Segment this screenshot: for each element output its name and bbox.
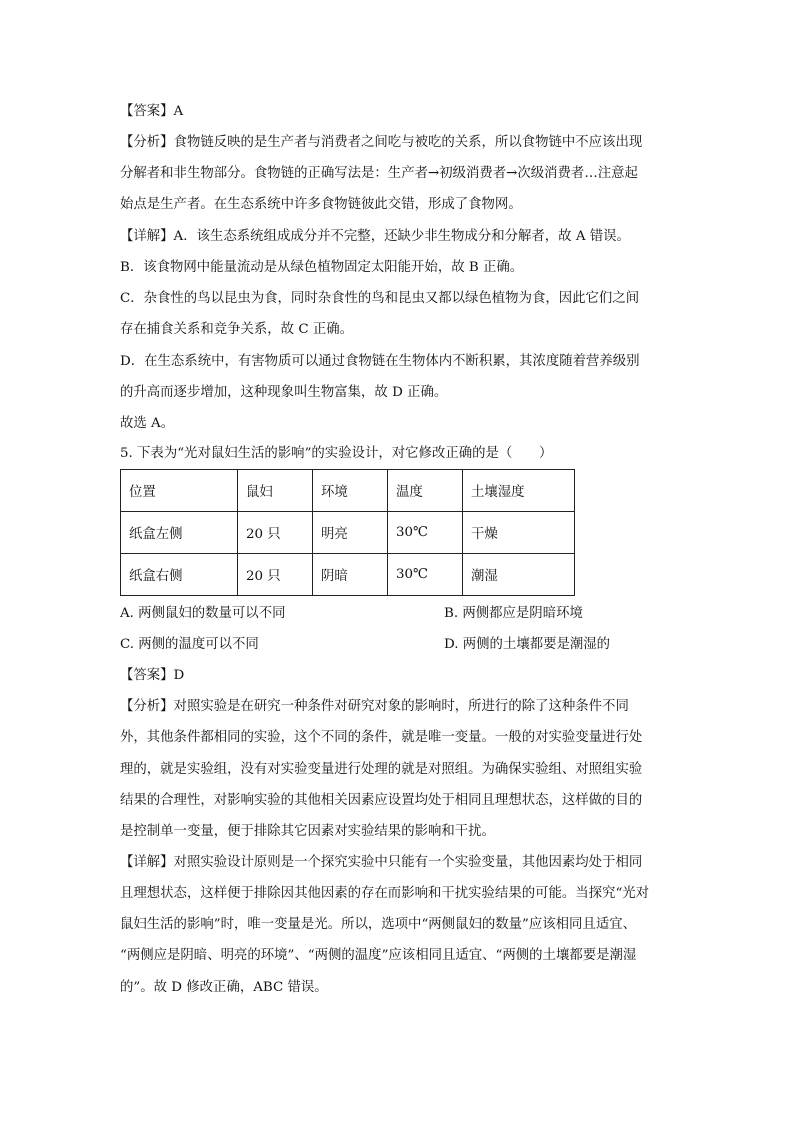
- table-header-cell: 温度: [388, 470, 463, 512]
- table-row: [121, 554, 575, 596]
- table-cell: 20 只: [238, 512, 313, 554]
- q5-analysis-line: 外，其他条件都相同的实验，这个不同的条件，就是唯一变量。一般的对实验变量进行处: [120, 730, 643, 745]
- table-header-cell: 环境: [313, 470, 388, 512]
- q4-answer: 【答案】A: [120, 104, 184, 119]
- table-cell: 阴暗: [313, 554, 388, 596]
- q5-answer: 【答案】D: [120, 668, 185, 683]
- q4-analysis-line: 分解者和非生物部分。食物链的正确写法是：生产者→初级消费者→次级消费者…注意起: [120, 166, 638, 181]
- q5-analysis-line: 是控制单一变量，便于排除其它因素对实验结果的影响和干扰。: [120, 824, 495, 839]
- option-a: A. 两侧鼠妇的数量可以不同: [120, 606, 286, 621]
- q5-detail-line: “两侧应是阴暗、明亮的环境”、“两侧的温度”应该相同且适宜、“两侧的土壤都要是潮湿: [120, 948, 637, 963]
- q4-analysis-line: 【分析】食物链反映的是生产者与消费者之间吃与被吃的关系，所以食物链中不应该出现: [120, 135, 643, 150]
- q4-analysis-line: 始点是生产者。在生态系统中许多食物链彼此交错，形成了食物网。: [120, 197, 522, 212]
- table-header-cell: 鼠妇: [238, 470, 313, 512]
- table-cell: 纸盒右侧: [121, 554, 238, 596]
- table-cell: 明亮: [313, 512, 388, 554]
- table-header-row: [121, 470, 575, 512]
- q5-analysis-line: 结果的合理性，对影响实验的其他相关因素应设置均处于相同且理想状态，这样做的目的: [120, 793, 643, 808]
- table-cell: 纸盒左侧: [121, 512, 238, 554]
- q4-detail-line: 的升高而逐步增加，这种现象叫生物富集，故 D 正确。: [120, 385, 448, 400]
- table-header-cell: 位置: [121, 470, 238, 512]
- option-d: D. 两侧的土壤都要是潮湿的: [444, 637, 611, 652]
- q4-detail-line: C．杂食性的鸟以昆虫为食，同时杂食性的鸟和昆虫又都以绿色植物为食，因此它们之间: [120, 291, 640, 306]
- q4-detail-line: 【详解】A．该生态系统组成成分并不完整，还缺少非生物成分和分解者，故 A 错误。: [120, 229, 630, 244]
- q4-detail-line: D．在生态系统中，有害物质可以通过食物链在生物体内不断积累，其浓度随着营养级别: [120, 354, 640, 369]
- table-header-cell: 土壤湿度: [463, 470, 575, 512]
- q5-detail-line: 且理想状态，这样便于排除因其他因素的存在而影响和干扰实验结果的可能。当探究“光对: [120, 886, 650, 901]
- table-row: [121, 512, 575, 554]
- q5-stem: 5. 下表为“光对鼠妇生活的影响”的实验设计，对它修改正确的是（ ）: [120, 446, 553, 461]
- q4-detail-line: B．该食物网中能量流动是从绿色植物固定太阳能开始，故 B 正确。: [120, 260, 524, 275]
- q5-analysis-line: 【分析】对照实验是在研究一种条件对研究对象的影响时，所进行的除了这种条件不同: [120, 699, 629, 714]
- option-c: C. 两侧的温度可以不同: [120, 637, 259, 652]
- table-cell: 干燥: [463, 512, 575, 554]
- table-cell: 20 只: [238, 554, 313, 596]
- q5-detail-line: 鼠妇生活的影响”时，唯一变量是光。所以，选项中“两侧鼠妇的数量”应该相同且适宜、: [120, 917, 636, 932]
- table-cell: 30℃: [388, 512, 463, 554]
- table-cell: 30℃: [388, 554, 463, 596]
- q4-detail-line: 存在捕食关系和竞争关系，故 C 正确。: [120, 322, 354, 337]
- q5-analysis-line: 理的，就是实验组，没有对实验变量进行处理的就是对照组。为确保实验组、对照组实验: [120, 762, 643, 777]
- table-cell: 潮湿: [463, 554, 575, 596]
- experiment-table: [120, 469, 575, 596]
- q5-detail-line: 的”。故 D 修改正确，ABC 错误。: [120, 980, 328, 995]
- option-b: B. 两侧都应是阴暗环境: [444, 606, 583, 621]
- q5-detail-line: 【详解】对照实验设计原则是一个探究实验中只能有一个实验变量，其他因素均处于相同: [120, 855, 643, 870]
- q4-conclusion: 故选 A。: [120, 416, 175, 431]
